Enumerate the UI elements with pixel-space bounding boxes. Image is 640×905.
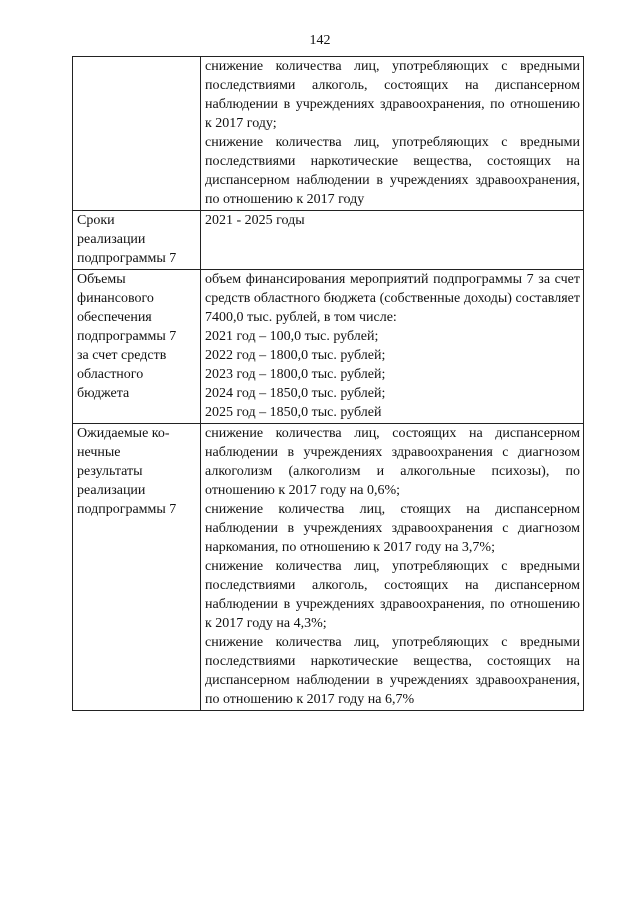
financing-label-line-7: бюджета <box>77 386 130 401</box>
content-cell-financing <box>201 270 584 424</box>
financing-year-2021: 2021 год – 100,0 тыс. рублей; <box>205 329 379 344</box>
terms-label-line-3: подпрограммы 7 <box>77 251 177 266</box>
financing-year-2025: 2025 год – 1850,0 тыс. рублей <box>205 405 382 420</box>
results-label-line-5: подпрограммы 7 <box>77 502 177 517</box>
results-label-line-2: нечные <box>77 445 121 460</box>
page-number: 142 <box>309 33 331 48</box>
content-cell-terms <box>201 211 584 270</box>
results-label-line-1: Ожидаемые ко- <box>77 426 170 441</box>
label-cell-empty <box>73 57 201 211</box>
terms-value: 2021 - 2025 годы <box>205 213 305 228</box>
table-row-terms <box>73 211 584 270</box>
financing-year-2024: 2024 год – 1850,0 тыс. рублей; <box>205 386 386 401</box>
results-item-1: снижение количества лиц, состоящих на диспансерном наблюдении в учреждениях здравоохранения с диагнозом алкоголизм (алкоголизм и алкогольные психозы), по отношению к 2017 году на 0,6%; <box>205 426 580 498</box>
financing-intro: объем финансирования мероприятий подпрограммы 7 за счет средств областного бюджета (собственные доходы) составляет 7400,0 тыс. рублей, в том числе: <box>205 272 580 325</box>
continuation-item-2: снижение количества лиц, употребляющих с вредными последствиями наркотические вещества, состоящих на диспансерном наблюдении в учреждениях здравоохранения, по отношению к 2017 году <box>205 135 580 207</box>
financing-year-2023: 2023 год – 1800,0 тыс. рублей; <box>205 367 386 382</box>
results-item-2: снижение количества лиц, стоящих на диспансерном наблюдении в учреждениях здравоохранения с диагнозом наркомания, по отношению к 2017 году на 3,7%; <box>205 502 580 555</box>
financing-label-line-6: областного <box>77 367 144 382</box>
financing-label-line-4: подпрограммы 7 <box>77 329 177 344</box>
table-row-continuation <box>73 57 584 211</box>
results-item-3: снижение количества лиц, употребляющих с вредными последствиями алкоголь, состоящих на диспансерном наблюдении в учреждениях здравоохранения, по отношению к 2017 году на 4,3%; <box>205 559 580 631</box>
results-label-line-4: реализации <box>77 483 146 498</box>
financing-label-line-3: обеспечения <box>77 310 152 325</box>
table-row-financing <box>73 270 584 424</box>
terms-label-line-1: Сроки <box>77 213 115 228</box>
financing-label-line-2: финансового <box>77 291 154 306</box>
table-row-results <box>73 424 584 711</box>
subprogram-passport-table <box>72 56 584 711</box>
terms-label-line-2: реализации <box>77 232 146 247</box>
content-cell-continuation <box>201 57 584 211</box>
results-item-4: снижение количества лиц, употребляющих с вредными последствиями наркотические вещества, состоящих на диспансерном наблюдении в учреждениях здравоохранения, по отношению к 2017 году на 6,7% <box>205 635 580 707</box>
content-cell-results <box>201 424 584 711</box>
label-cell-terms <box>73 211 201 270</box>
continuation-item-1: снижение количества лиц, употребляющих с вредными последствиями алкоголь, состоящих на диспансерном наблюдении в учреждениях здравоохранения, по отношению к 2017 году; <box>205 59 580 131</box>
results-label-line-3: результаты <box>77 464 143 479</box>
financing-label-line-1: Объемы <box>77 272 126 287</box>
label-cell-results <box>73 424 201 711</box>
label-cell-financing <box>73 270 201 424</box>
financing-label-line-5: за счет средств <box>77 348 167 363</box>
financing-year-2022: 2022 год – 1800,0 тыс. рублей; <box>205 348 386 363</box>
